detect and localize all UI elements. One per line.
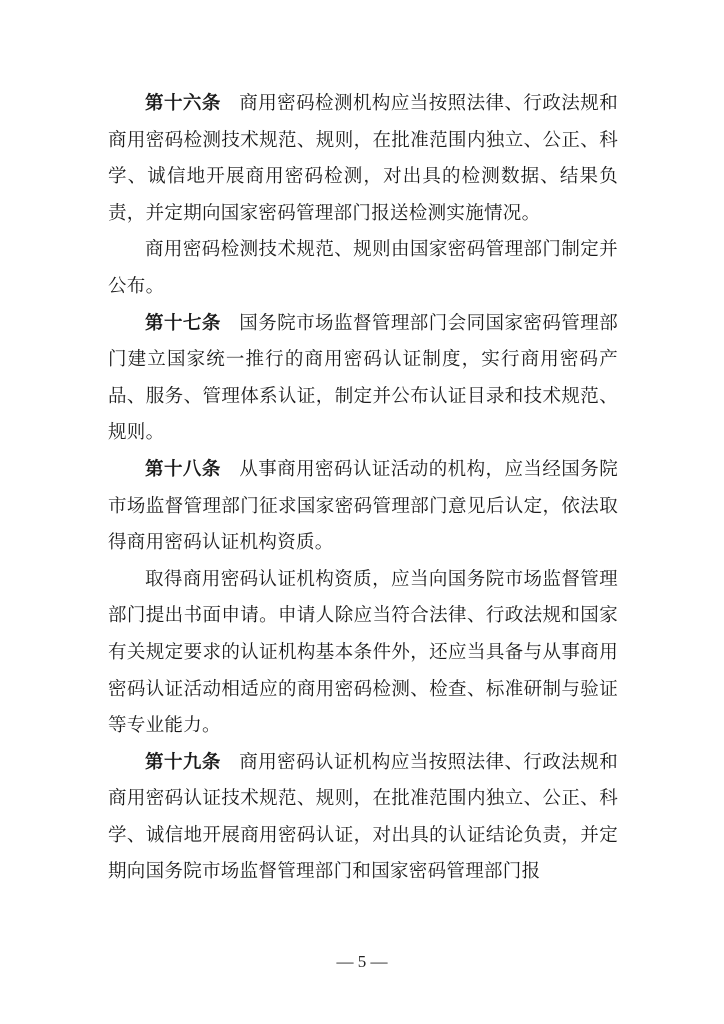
paragraph-article-19 [108,745,618,891]
paragraph-text: 商用密码检测机构应当按照法律、行政法规和商用密码检测技术规范、规则，在批准范围内独立、公正、科学、诚信地开展商用密码检测，对出具的检测数据、结果负责，并定期向国家密码管理部门报送检测实施情况。 [108,93,618,224]
paragraph-article-18-continued [108,562,618,745]
article-number: 第十九条 [145,751,221,773]
document-body [108,86,618,891]
paragraph-text: 取得商用密码认证机构资质，应当向国务院市场监督管理部门提出书面申请。申请人除应当符合法律、行政法规和国家有关规定要求的认证机构基本条件外，还应当具备与从事商用密码认证活动相适应的商用密码检测、检查、标准研制与验证等专业能力。 [108,568,618,737]
paragraph-text: 国务院市场监督管理部门会同国家密码管理部门建立国家统一推行的商用密码认证制度，实行商用密码产品、服务、管理体系认证，制定并公布认证目录和技术规范、规则。 [108,312,618,444]
article-number: 第十六条 [145,93,221,114]
paragraph-article-16 [108,86,618,232]
paragraph-article-16-continued [108,232,618,305]
paragraph-article-18 [108,452,618,562]
paragraph-text: 商用密码认证机构应当按照法律、行政法规和商用密码认证技术规范、规则，在批准范围内独立、公正、科学、诚信地开展商用密码认证，对出具的认证结论负责，并定期向国务院市场监督管理部门和国家密码管理部门报 [108,751,618,883]
article-number: 第十八条 [145,458,221,480]
paragraph-text: 从事商用密码认证活动的机构，应当经国务院市场监督管理部门征求国家密码管理部门意见后认定，依法取得商用密码认证机构资质。 [108,458,618,554]
paragraph-text: 商用密码检测技术规范、规则由国家密码管理部门制定并公布。 [108,239,618,297]
paragraph-article-17 [108,306,618,452]
page-number: — 5 — [336,952,388,971]
article-number: 第十七条 [145,312,221,334]
